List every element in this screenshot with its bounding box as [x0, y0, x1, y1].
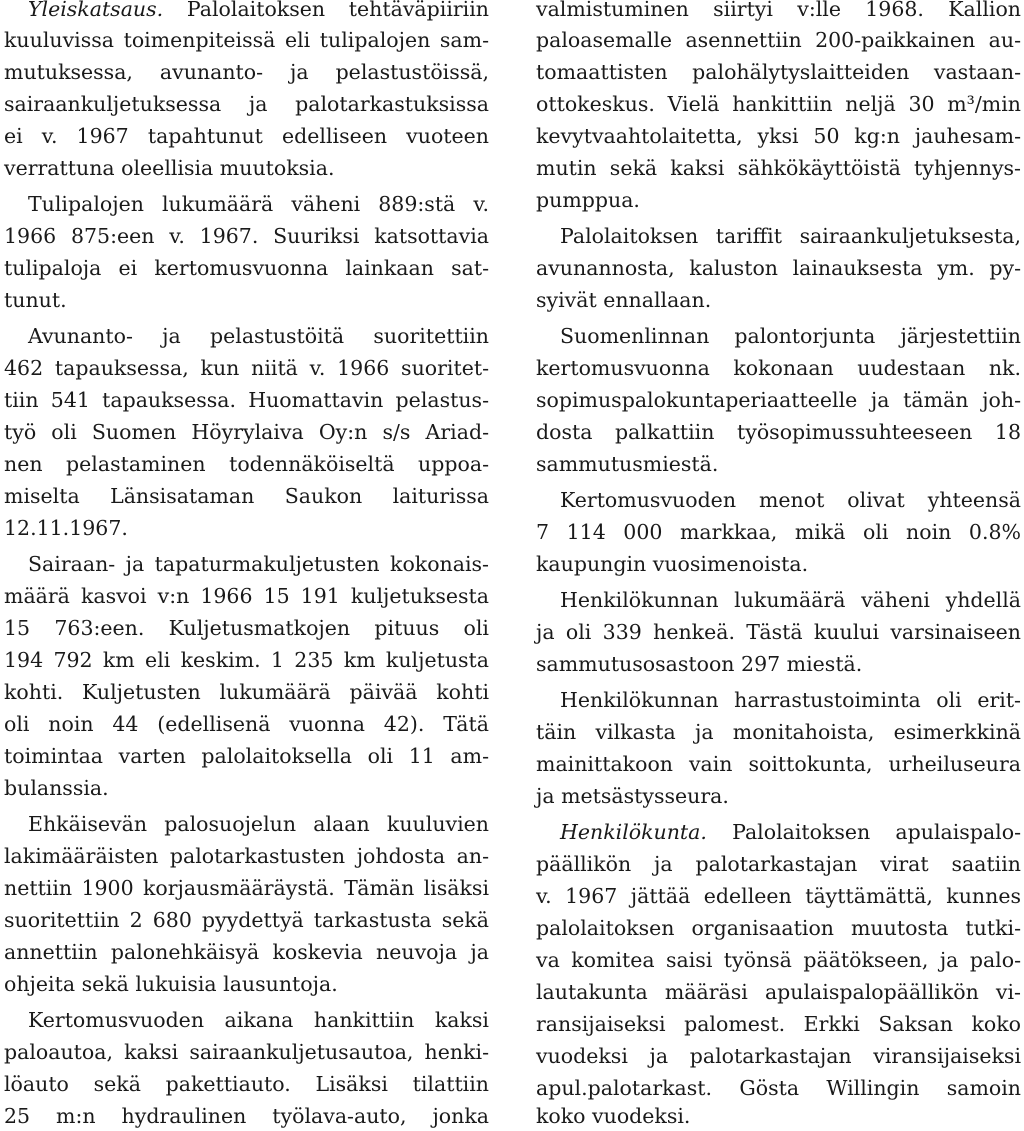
text-line: miselta Länsisataman Saukon laiturissa: [4, 484, 489, 508]
text-line: tiin 541 tapauksessa. Huomattavin pelastus-: [4, 388, 489, 412]
text-line: sairaankuljetuksessa ja palotarkastuksissa: [4, 92, 489, 116]
text-line: 12.11.1967.: [4, 516, 128, 540]
text-line: päällikön ja palotarkastajan virat saatiin: [536, 852, 1021, 876]
text-line: Henkilökunnan lukumäärä väheni yhdellä: [560, 588, 1021, 612]
section-heading-yleiskatsaus: Yleiskatsaus.: [28, 0, 164, 21]
text-line: oli noin 44 (edellisenä vuonna 42). Tätä: [4, 712, 489, 736]
text-line: Henkilökunta. Palolaitoksen apulaispalo-: [560, 820, 1021, 844]
text-line: syivät ennallaan.: [536, 288, 712, 312]
text-line: mutin sekä kaksi sähkökäyttöistä tyhjennys-: [536, 156, 1021, 180]
text-line: apul.palotarkast. Gösta Willingin samoin: [536, 1076, 1021, 1100]
text-line: kevytvaahtolaitetta, yksi 50 kg:n jauhesam-: [536, 124, 1021, 148]
text-line: Kertomusvuoden aikana hankittiin kaksi: [28, 1008, 489, 1032]
text-line: bulanssia.: [4, 776, 109, 800]
section-heading-henkilokunta: Henkilökunta.: [560, 820, 707, 844]
text-line: kertomusvuonna kokonaan uudestaan nk.: [536, 356, 1021, 380]
text-line: paloautoa, kaksi sairaankuljetusautoa, henki-: [4, 1040, 489, 1064]
text-line: kuuluvissa toimenpiteissä eli tulipalojen sam-: [4, 28, 489, 52]
text-line: Tulipalojen lukumäärä väheni 889:stä v.: [28, 192, 489, 216]
text-line: tulipaloja ei kertomusvuonna lainkaan sat-: [4, 256, 489, 280]
text-line: tunut.: [4, 288, 67, 312]
text-line: pumppua.: [536, 188, 640, 212]
text-line: 15 763:een. Kuljetusmatkojen pituus oli: [4, 616, 489, 640]
text-line: sammutusmiestä.: [536, 452, 719, 476]
text-line: palolaitoksen organisaation muutosta tutki-: [536, 916, 1021, 940]
text-line: suoritettiin 2 680 pyydettyä tarkastusta sekä: [4, 908, 489, 932]
text-line: ja metsästysseura.: [536, 784, 729, 808]
text-line: v. 1967 jättää edelleen täyttämättä, kunnes: [536, 884, 1021, 908]
text-line: määrä kasvoi v:n 1966 15 191 kuljetuksesta: [4, 584, 489, 608]
text-line: lautakunta määräsi apulaispalopäällikön vi-: [536, 980, 1021, 1004]
text-line: ja oli 339 henkeä. Tästä kuului varsinaiseen: [536, 620, 1021, 644]
text-line: kohti. Kuljetusten lukumäärä päivää kohti: [4, 680, 489, 704]
text-line: valmistuminen siirtyi v:lle 1968. Kallion: [536, 0, 1021, 21]
text-line: dosta palkattiin työsopimussuhteeseen 18: [536, 420, 1021, 444]
text-line: 25 m:n hydraulinen työlava-auto, jonka: [4, 1104, 489, 1128]
text-line: 7 114 000 markkaa, mikä oli noin 0.8%: [536, 520, 1021, 544]
text-line: sammutusosastoon 297 miestä.: [536, 652, 863, 676]
text-line: avunannosta, kaluston lainauksesta ym. py-: [536, 256, 1021, 280]
text-line: lakimääräisten palotarkastusten johdosta an-: [4, 844, 489, 868]
text-line: Suomenlinnan palontorjunta järjestettiin: [560, 324, 1021, 348]
text-line: koko vuodeksi.: [536, 1104, 691, 1128]
text-line: löauto sekä pakettiauto. Lisäksi tilattiin: [4, 1072, 489, 1096]
text-line: ohjeita sekä lukuisia lausuntoja.: [4, 972, 338, 996]
text-line: verrattuna oleellisia muutoksia.: [4, 156, 335, 180]
text-line: ei v. 1967 tapahtunut edelliseen vuoteen: [4, 124, 489, 148]
text-line: 194 792 km eli keskim. 1 235 km kuljetusta: [4, 648, 489, 672]
text-line: Henkilökunnan harrastustoiminta oli erit-: [560, 688, 1021, 712]
text-line: Avunanto- ja pelastustöitä suoritettiin: [28, 324, 489, 348]
text-line: Ehkäisevän palosuojelun alaan kuuluvien: [28, 812, 489, 836]
text-line: sopimuspalokuntaperiaatteelle ja tämän joh-: [536, 388, 1021, 412]
text-line: ottokeskus. Vielä hankittiin neljä 30 m³/min: [536, 92, 1021, 116]
text-line: Yleiskatsaus. Palolaitoksen tehtäväpiiriin: [4, 0, 489, 24]
text-line: kaupungin vuosimenoista.: [536, 552, 809, 576]
text-line: paloasemalle asennettiin 200-paikkainen au-: [536, 28, 1021, 52]
text-line: Sairaan- ja tapaturmakuljetusten kokonais-: [28, 552, 489, 576]
text-line: nen pelastaminen todennäköiseltä uppoa-: [4, 452, 489, 476]
text-line: annettiin palonehkäisyä koskevia neuvoja ja: [4, 940, 489, 964]
text-line: toimintaa varten palolaitoksella oli 11 am-: [4, 744, 489, 768]
text-line: työ oli Suomen Höyrylaiva Oy:n s/s Ariad-: [4, 420, 489, 444]
text-line: mainittakoon vain soittokunta, urheiluseura: [536, 752, 1021, 776]
text-line: va komitea saisi työnsä päätökseen, ja palo-: [536, 948, 1021, 972]
text-line: tomaattisten palohälytyslaitteiden vastaan-: [536, 60, 1021, 84]
text-line: vuodeksi ja palotarkastajan viransijaiseksi: [536, 1044, 1021, 1068]
text-line: Palolaitoksen tariffit sairaankuljetuksesta,: [560, 224, 1021, 248]
text-line: mutuksessa, avunanto- ja pelastustöissä,: [4, 60, 489, 84]
text-line: täin vilkasta ja monitahoista, esimerkkinä: [536, 720, 1021, 744]
text-line: Kertomusvuoden menot olivat yhteensä: [560, 488, 1021, 512]
text-line: 1966 875:een v. 1967. Suuriksi katsottavia: [4, 224, 489, 248]
text-line: nettiin 1900 korjausmääräystä. Tämän lisäksi: [4, 876, 489, 900]
text-line: 462 tapauksessa, kun niitä v. 1966 suoritet-: [4, 356, 489, 380]
text-line: ransijaiseksi palomest. Erkki Saksan koko: [536, 1012, 1021, 1036]
